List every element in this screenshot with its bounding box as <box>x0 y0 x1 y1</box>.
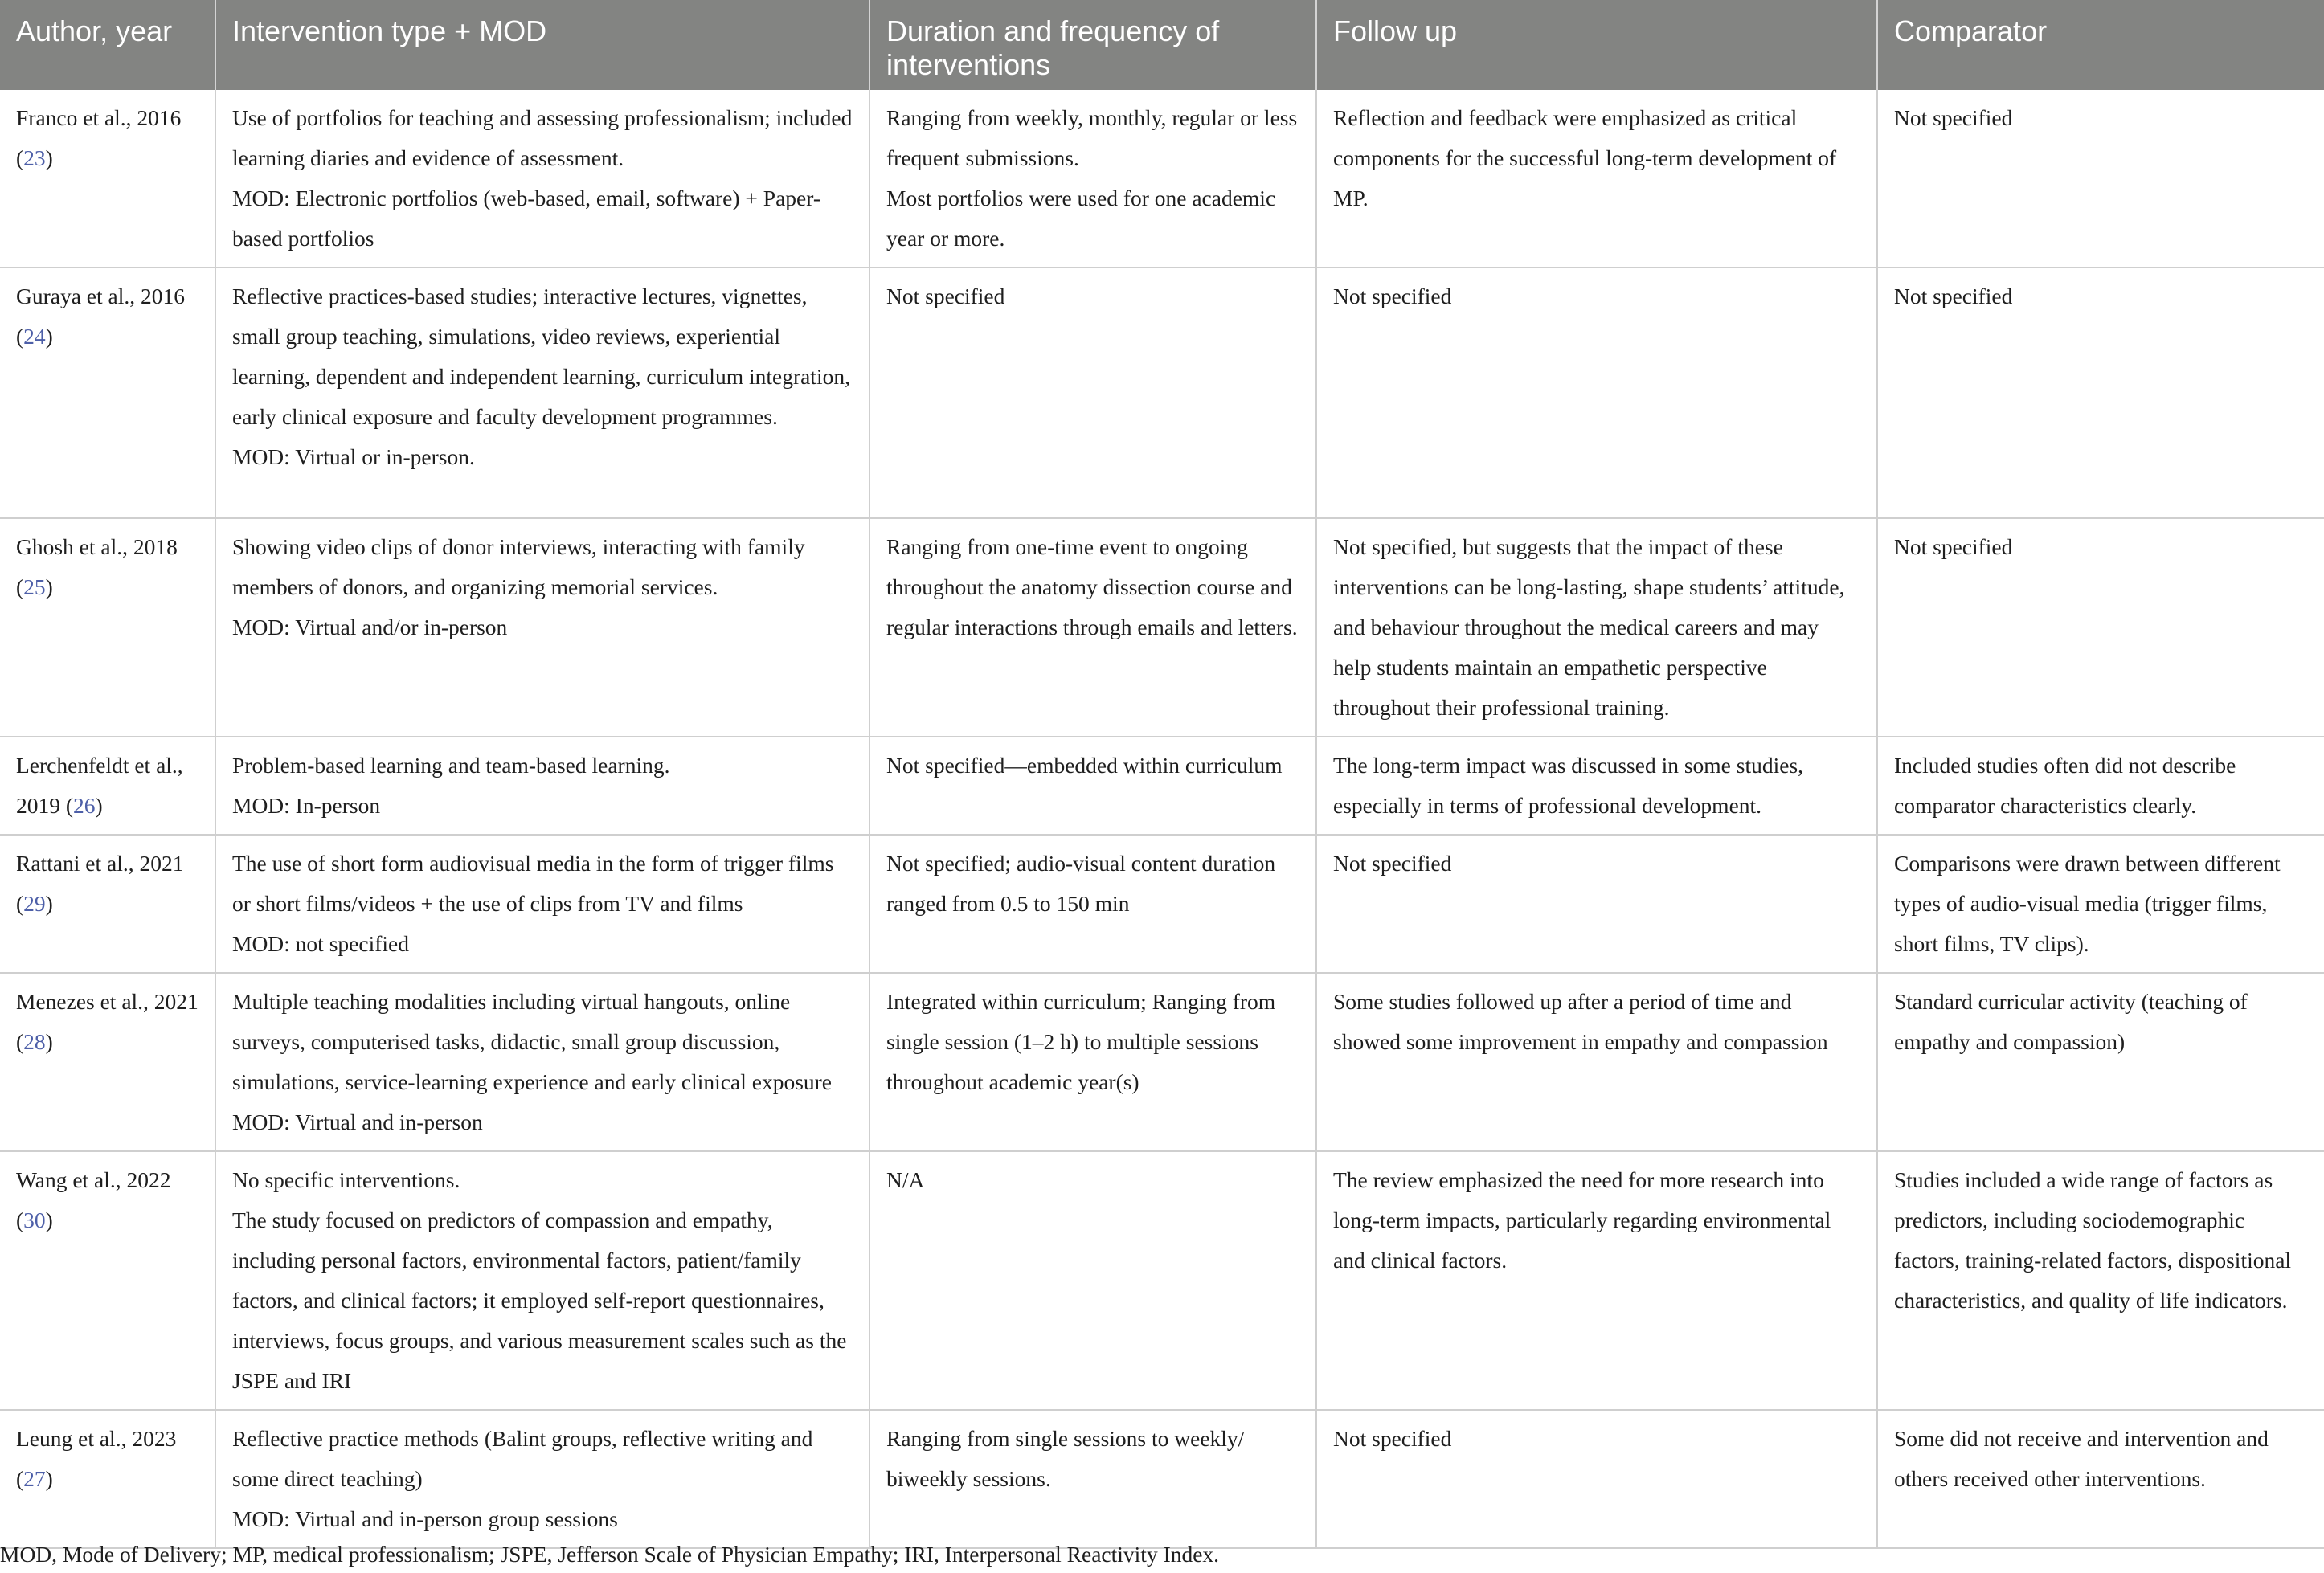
cell-comparator <box>1877 90 2324 268</box>
cell-duration <box>869 268 1316 518</box>
cell-duration-text: Ranging from single sessions to weekly/ biweekly sessions. <box>886 1426 1245 1491</box>
cell-intervention <box>215 973 869 1151</box>
cell-comparator <box>1877 268 2324 518</box>
cell-comparator-text: Included studies often did not describe comparator characteristics clearly. <box>1894 753 2236 818</box>
cell-intervention-text: The study focused on predictors of compassion and empathy, including personal factors, environmental factors, patient/family factors, and clinical factors; it employed self-report questionnaires, interviews, focus groups, and various measurement scales such as the JSPE and IRI <box>232 1207 847 1393</box>
cell-comparator-text: Not specified <box>1894 534 2013 559</box>
cell-follow-up-text: The review emphasized the need for more research into long-term impacts, particularly regarding environmental and clinical factors. <box>1333 1167 1831 1273</box>
cell-author-year: Franco et al., 2016 (23) <box>0 90 215 268</box>
cell-intervention <box>215 90 869 268</box>
cell-duration <box>869 518 1316 737</box>
cell-intervention <box>215 268 869 518</box>
header-comparator: Comparator <box>1877 0 2324 90</box>
cell-intervention-text: MOD: Virtual and in-person group sessions <box>232 1506 618 1531</box>
cell-comparator-text: Not specified <box>1894 105 2013 130</box>
table-row <box>0 835 2324 973</box>
reference-link[interactable]: 28 <box>23 1029 46 1054</box>
cell-follow-up-text: Not specified <box>1333 284 1452 308</box>
cell-intervention-text: Multiple teaching modalities including virtual hangouts, online surveys, computerised tasks, didactic, small group discussion, simulations, service-learning experience and early clinical exposure <box>232 989 833 1094</box>
cell-follow-up <box>1316 835 1877 973</box>
author-text: Lerchenfeldt et al., 2019 <box>16 753 183 818</box>
table-row <box>0 1151 2324 1410</box>
cell-intervention-text: The use of short form audiovisual media in the form of trigger films or short films/videos + the use of clips from TV and films <box>232 851 834 916</box>
cell-duration-text: Not specified <box>886 284 1005 308</box>
cell-follow-up <box>1316 973 1877 1151</box>
cell-duration <box>869 835 1316 973</box>
cell-duration <box>869 737 1316 835</box>
author-text: Wang et al., 2022 <box>16 1167 171 1192</box>
cell-intervention-text: No specific interventions. <box>232 1167 460 1192</box>
reference-link[interactable]: 29 <box>23 891 46 916</box>
reference-link[interactable]: 24 <box>23 324 46 349</box>
table-footnote: MOD, Mode of Delivery; MP, medical professionalism; JSPE, Jefferson Scale of Physician Empathy; IRI, Interpersonal Reactivity Index. <box>0 1542 1220 1567</box>
cell-duration-text: Not specified—embedded within curriculum <box>886 753 1283 778</box>
cell-intervention-text: MOD: In-person <box>232 793 381 818</box>
cell-duration <box>869 1410 1316 1548</box>
cell-intervention-text: Use of portfolios for teaching and assessing professionalism; included learning diaries and evidence of assessment. <box>232 105 853 170</box>
cell-duration <box>869 1151 1316 1410</box>
cell-intervention-text: Reflective practice methods (Balint groups, reflective writing and some direct teaching) <box>232 1426 813 1491</box>
table-row <box>0 90 2324 268</box>
cell-comparator <box>1877 835 2324 973</box>
author-text: Ghosh et al., 2018 <box>16 534 178 559</box>
cell-intervention <box>215 835 869 973</box>
cell-intervention-text: MOD: Virtual and/or in-person <box>232 615 508 639</box>
table-row <box>0 737 2324 835</box>
cell-comparator-text: Studies included a wide range of factors as predictors, including sociodemographic factors, training-related factors, dispositional characteristics, and quality of life indicators. <box>1894 1167 2292 1313</box>
cell-author-year: Ghosh et al., 2018 (25) <box>0 518 215 737</box>
header-author-year: Author, year <box>0 0 215 90</box>
author-text: Leung et al., 2023 <box>16 1426 177 1451</box>
reference-link[interactable]: 30 <box>23 1207 46 1232</box>
cell-comparator-text: Comparisons were drawn between different types of audio-visual media (trigger films, short films, TV clips). <box>1894 851 2281 956</box>
reference-link[interactable]: 25 <box>23 574 46 599</box>
cell-intervention-text: Showing video clips of donor interviews, interacting with family members of donors, and organizing memorial services. <box>232 534 805 599</box>
cell-duration-text: Not specified; audio-visual content duration ranged from 0.5 to 150 min <box>886 851 1276 916</box>
cell-intervention <box>215 1410 869 1548</box>
cell-duration-text: Most portfolios were used for one academic year or more. <box>886 186 1276 251</box>
cell-intervention-text: MOD: Virtual or in-person. <box>232 444 475 469</box>
cell-follow-up <box>1316 518 1877 737</box>
reference-link[interactable]: 26 <box>73 793 96 818</box>
cell-author-year: Wang et al., 2022 (30) <box>0 1151 215 1410</box>
table-row <box>0 268 2324 518</box>
header-intervention-type: Intervention type + MOD <box>215 0 869 90</box>
cell-follow-up <box>1316 737 1877 835</box>
cell-comparator <box>1877 737 2324 835</box>
cell-follow-up-text: Not specified <box>1333 851 1452 876</box>
reference-link[interactable]: 23 <box>23 145 46 170</box>
cell-follow-up <box>1316 90 1877 268</box>
cell-follow-up <box>1316 1410 1877 1548</box>
cell-intervention <box>215 1151 869 1410</box>
cell-author-year: Rattani et al., 2021 (29) <box>0 835 215 973</box>
cell-comparator <box>1877 1410 2324 1548</box>
cell-intervention-text: MOD: Virtual and in-person <box>232 1109 483 1134</box>
cell-comparator-text: Not specified <box>1894 284 2013 308</box>
author-text: Franco et al., 2016 <box>16 105 182 130</box>
cell-follow-up-text: Reflection and feedback were emphasized as critical components for the successful long-term development of MP. <box>1333 105 1837 210</box>
cell-duration-text: Ranging from one-time event to ongoing throughout the anatomy dissection course and regular interactions through emails and letters. <box>886 534 1298 639</box>
cell-author-year: Leung et al., 2023 (27) <box>0 1410 215 1548</box>
cell-duration <box>869 973 1316 1151</box>
table-row <box>0 973 2324 1151</box>
cell-follow-up-text: Not specified, but suggests that the impact of these interventions can be long-lasting, shape students’ attitude, and behaviour throughout the medical careers and may help students maintain an empathetic perspective throughout their professional training. <box>1333 534 1845 720</box>
cell-intervention-text: MOD: not specified <box>232 931 409 956</box>
cell-duration-text: Ranging from weekly, monthly, regular or less frequent submissions. <box>886 105 1298 170</box>
cell-follow-up-text: Some studies followed up after a period of time and showed some improvement in empathy and compassion <box>1333 989 1828 1054</box>
cell-follow-up-text: The long-term impact was discussed in some studies, especially in terms of professional development. <box>1333 753 1804 818</box>
cell-intervention-text: Reflective practices-based studies; interactive lectures, vignettes, small group teaching, simulations, video reviews, experiential learning, dependent and independent learning, curriculum integration, early clinical exposure and faculty development programmes. <box>232 284 850 429</box>
cell-comparator-text: Some did not receive and intervention and others received other interventions. <box>1894 1426 2269 1491</box>
table-row <box>0 1410 2324 1548</box>
cell-duration-text: N/A <box>886 1167 925 1192</box>
table-row <box>0 518 2324 737</box>
cell-intervention <box>215 518 869 737</box>
author-text: Guraya et al., 2016 <box>16 284 185 308</box>
cell-comparator <box>1877 518 2324 737</box>
header-follow-up: Follow up <box>1316 0 1877 90</box>
cell-intervention <box>215 737 869 835</box>
cell-intervention-text: MOD: Electronic portfolios (web-based, email, software) + Paper-based portfolios <box>232 186 821 251</box>
reference-link[interactable]: 27 <box>23 1466 46 1491</box>
table-header-row <box>0 0 2324 90</box>
cell-duration-text: Integrated within curriculum; Ranging from single session (1–2 h) to multiple sessions throughout academic year(s) <box>886 989 1276 1094</box>
cell-follow-up <box>1316 1151 1877 1410</box>
author-text: Rattani et al., 2021 <box>16 851 184 876</box>
cell-author-year: Guraya et al., 2016 (24) <box>0 268 215 518</box>
cell-comparator <box>1877 1151 2324 1410</box>
cell-author-year: Lerchenfeldt et al., 2019 (26) <box>0 737 215 835</box>
author-text: Menezes et al., 2021 <box>16 989 198 1014</box>
cell-comparator-text: Standard curricular activity (teaching of empathy and compassion) <box>1894 989 2248 1054</box>
cell-comparator <box>1877 973 2324 1151</box>
header-duration-frequency: Duration and frequency of interventions <box>869 0 1316 90</box>
cell-duration <box>869 90 1316 268</box>
cell-follow-up-text: Not specified <box>1333 1426 1452 1451</box>
cell-author-year: Menezes et al., 2021 (28) <box>0 973 215 1151</box>
cell-intervention-text: Problem-based learning and team-based learning. <box>232 753 670 778</box>
cell-follow-up <box>1316 268 1877 518</box>
